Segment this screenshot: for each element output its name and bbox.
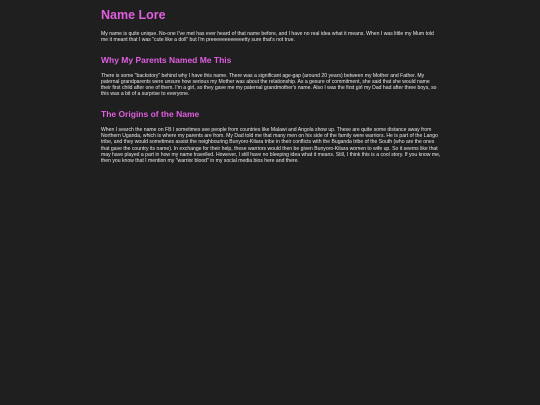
section-why-my-parents-named-me-this	[101, 55, 441, 98]
section-heading: The Origins of the Name	[101, 108, 200, 119]
section-origins-of-the-name	[101, 109, 441, 165]
article	[101, 8, 441, 165]
intro-paragraph: My name is quite unique. No-one I've met has ever heard of that name before, and I have no real idea what it means. When I was little my Mum told me it meant that I was "cute like a doll" but I'm preeeeeeeeeeeetty sure that's not true.	[101, 31, 434, 44]
page-title: Name Lore	[101, 8, 166, 22]
section-paragraph: There is some "backstory" behind why I have this name. There was a significant age-gap (around 20 years) between my Mother and Father. My paternal grandparents were unsure how serious my Mother was about the relationship. As a gesure of commitment, she said that she would name their first child after one of them. I'm a girl, so they gave me my paternal grandmother's name. Also I was the first girl my Dad had after three boys, so this was a bit of a surprise to everyone.	[101, 72, 437, 98]
section-paragraph: When I search the name on FB I sometimes see people from countries like Malawi and Angola show up. These are quite some distance away from Northern Uganda, which is where my parents are from. My Dad told me that many men on his side of the family were warriors. He is part of the Lango tribe, and they would sometimes assist the neighbouring Bunyoro-Kitara tribe in their conflicts with the Buganda tribe of the South (who are the ones that gave the country its name). In exchange for their help, these warriors would then be given Bunyoro-Kitara women to wife up. So it seems like that may have played a part in how my name travelled. However, I still have no bleeping idea what it means. Still, I think this is a cool story. If you know me, then you know that I mention my "warrior blood" in my social media bios here and there.	[101, 126, 441, 165]
section-heading: Why My Parents Named Me This	[101, 54, 232, 65]
